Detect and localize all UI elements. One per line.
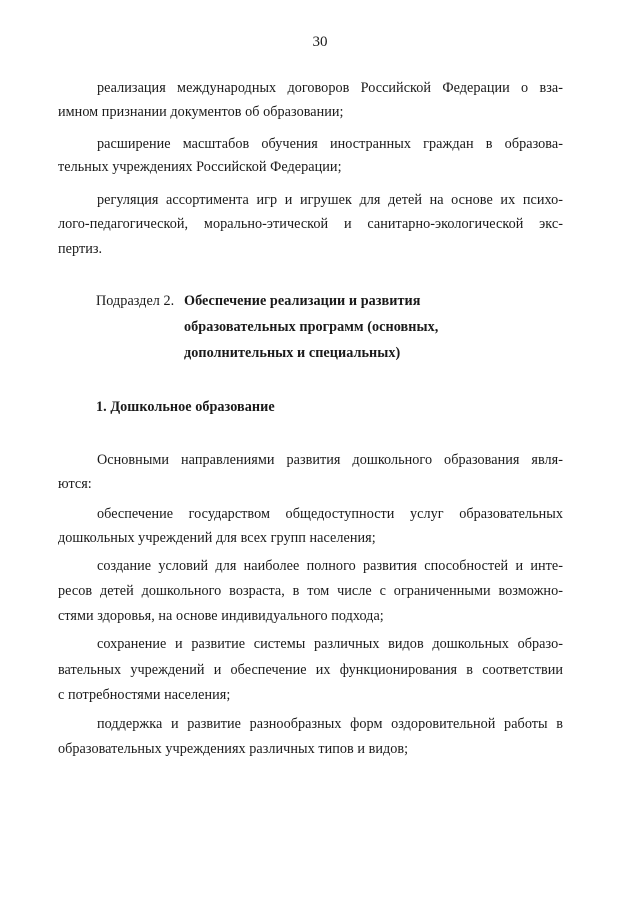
subsection-title-line: дополнительных и специальных) <box>184 345 401 361</box>
body-line: поддержка и развитие разнообразных форм оздоровительной работы в <box>97 716 563 732</box>
body-line: Основными направлениями развития дошкольного образования явля- <box>97 452 563 468</box>
paragraph-line: пертиз. <box>58 241 103 257</box>
body-line: с потребностями населения; <box>58 687 231 703</box>
body-line: ресов детей дошкольного возраста, в том числе с ограниченными возможно- <box>58 583 563 599</box>
subsection-title-line: образовательных программ (основных, <box>184 319 439 335</box>
body-line: создание условий для наиболее полного развития способностей и инте- <box>97 558 563 574</box>
page-number: 30 <box>312 34 328 50</box>
paragraph-line: расширение масштабов обучения иностранных граждан в образова- <box>97 136 563 152</box>
body-line: дошкольных учреждений для всех групп населения; <box>58 530 376 546</box>
paragraph-line: регуляция ассортимента игр и игрушек для детей на основе их психо- <box>97 192 563 208</box>
body-line: вательных учреждений и обеспечение их функционирования в соответствии <box>58 662 563 678</box>
body-line: стями здоровья, на основе индивидуального подхода; <box>58 608 384 624</box>
subsection-title-line: Обеспечение реализации и развития <box>184 293 421 309</box>
paragraph-line: тельных учреждениях Российской Федерации; <box>58 159 342 175</box>
paragraph-line: имном признании документов об образовании; <box>58 104 344 120</box>
body-line: образовательных учреждениях различных типов и видов; <box>58 741 409 757</box>
body-line: обеспечение государством общедоступности услуг образовательных <box>97 506 563 522</box>
subsection-label: Подраздел 2. <box>96 293 175 309</box>
paragraph-line: лого-педагогической, морально-этической и санитарно-экологической экс- <box>58 216 563 232</box>
body-line: ются: <box>58 476 92 492</box>
paragraph-line: реализация международных договоров Российской Федерации о вза- <box>97 80 563 96</box>
body-line: сохранение и развитие системы различных видов дошкольных образо- <box>97 636 563 652</box>
section-heading: 1. Дошкольное образование <box>96 399 275 415</box>
